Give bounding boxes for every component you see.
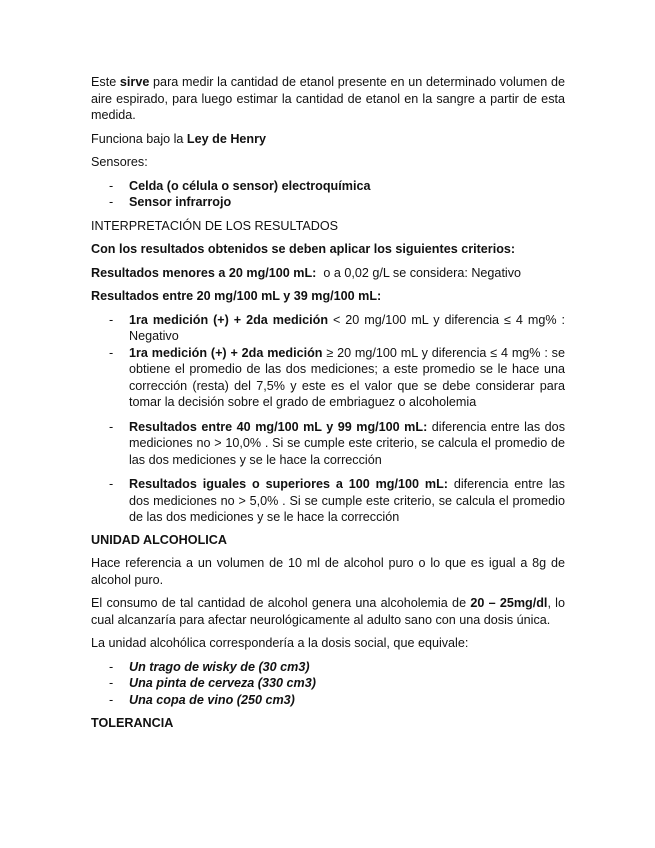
sensors-list bbox=[91, 178, 565, 211]
intro-paragraph: Este sirve para medir la cantidad de etanol presente en un determinado volumen de aire espirado, para luego estimar la cantidad de etanol en la sangre a partir de esta medida. bbox=[91, 75, 565, 122]
list-item: - Un trago de wisky de (30 cm3) bbox=[91, 659, 565, 676]
document-page bbox=[91, 74, 565, 739]
list-item: - Celda (o célula o sensor) electroquímica bbox=[91, 178, 565, 195]
list-item: - Sensor infrarrojo bbox=[91, 194, 565, 211]
list-item: - Resultados iguales o superiores a 100 mg/100 mL: diferencia entre las dos mediciones no > 5,0% . Si se cumple este criterio, se calcula el promedio de las dos mediciones y se le hace la corrección bbox=[91, 476, 565, 526]
criteria-paragraph: Con los resultados obtenidos se deben aplicar los siguientes criterios: bbox=[91, 242, 516, 256]
list-item: - 1ra medición (+) + 2da medición < 20 mg/100 mL y diferencia ≤ 4 mg% : Negativo bbox=[91, 312, 565, 345]
list-item: - Una pinta de cerveza (330 cm3) bbox=[91, 675, 565, 692]
results-criteria-list bbox=[91, 312, 565, 526]
mid-results-heading: Resultados entre 20 mg/100 mL y 39 mg/100 mL: bbox=[91, 289, 382, 303]
section-heading-results: INTERPRETACIÓN DE LOS RESULTADOS bbox=[91, 218, 339, 233]
sensors-label: Sensores: bbox=[91, 155, 148, 169]
list-item: - Resultados entre 40 mg/100 mL y 99 mg/100 mL: diferencia entre las dos mediciones no > 10,0% . Si se cumple este criterio, se calcula el promedio de las dos mediciones y se le hace la corrección bbox=[91, 419, 565, 469]
unit-paragraph-3: La unidad alcohólica correspondería a la dosis social, que equivale: bbox=[91, 636, 469, 650]
section-heading-tolerance: TOLERANCIA bbox=[91, 716, 174, 730]
section-heading-unit: UNIDAD ALCOHOLICA bbox=[91, 532, 227, 547]
list-item: - Una copa de vino (250 cm3) bbox=[91, 692, 565, 709]
doses-list bbox=[91, 659, 565, 709]
low-results-paragraph: Resultados menores a 20 mg/100 mL: o a 0,02 g/L se considera: Negativo bbox=[91, 265, 522, 280]
list-item: - 1ra medición (+) + 2da medición ≥ 20 mg/100 mL y diferencia ≤ 4 mg% : se obtiene el promedio de las dos mediciones; a este promedio se le hace una corrección (resta) del 7,5% y este es el valor que se debe considerar para tomar la decisión sobre el grado de embriaguez o alcoholemia bbox=[91, 345, 565, 411]
henry-law-paragraph: Funciona bajo la Ley de Henry bbox=[91, 131, 267, 146]
unit-paragraph-2: El consumo de tal cantidad de alcohol genera una alcoholemia de 20 – 25mg/dl, lo cual alcanzaría para afectar neurológicamente al adulto sano con una dosis única. bbox=[91, 596, 565, 627]
unit-paragraph-1: Hace referencia a un volumen de 10 ml de alcohol puro o lo que es igual a 8g de alcohol puro. bbox=[91, 556, 565, 587]
